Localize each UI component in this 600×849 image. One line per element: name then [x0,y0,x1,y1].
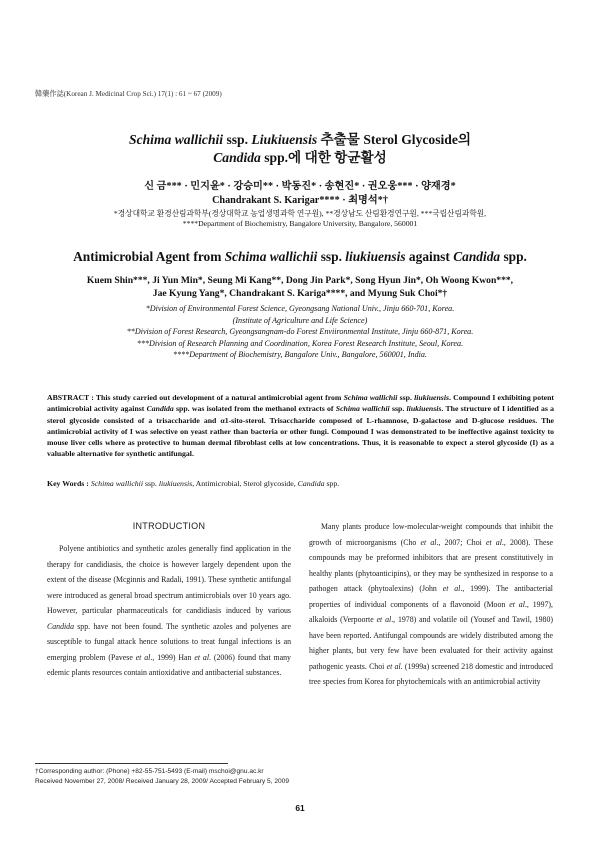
introduction-heading: INTRODUCTION [132,521,206,531]
abstract-text: . The structure of I identified as a sterol glycoside consisted of a trisaccharide and α1-sito-sterol. Trisaccharide composed of L-rhamnose, D-galactose and D-glucose residues. The antimicrobial activity of I was selective on yeast rather than bacteria or other fungi. Compound I was demonstrated to be ineffective against toxicity to mouse liver cells where as protective to human dermal fibroblast cells at low concentrations. Thus, it is reasonable to expect a sterol glycoside (I) as a valuable alternative for synthetic antifungal. [47,404,554,459]
keyword-text: , Antimicrobial, Sterol glycoside, [192,479,298,488]
page-number: 61 [295,803,305,813]
keyword-italic: Schima wallichii [88,479,144,488]
body-text: ., 1997), alkaloids (Verpoorte [309,599,553,625]
left-column [47,519,291,681]
right-column [309,519,553,690]
body-italic: et al [420,537,437,547]
body-italic: et al [386,661,401,671]
body-italic: et al [135,652,151,662]
abstract-text: . Compound I exhibiting potent antimicrobial activity against [47,393,554,414]
title-suffix: spp. [500,249,527,264]
abstract-italic: liukiuensis [406,404,442,414]
korean-title-text: 추출물 Sterol Glycoside의 [317,132,471,147]
affiliation-line: *Division of Environmental Forest Science, Gyeongsang National Univ., Jinju 660-701, Korea. [145,304,455,313]
abstract-text: This study carried out development of a natural antimicrobial agent from [93,393,344,402]
korean-affiliation-line2: ****Department of Biochemistry, Bangalore University, Bangalore, 560001 [182,219,418,228]
body-italic: et al [485,537,502,547]
korean-title-line1 [0,131,600,149]
body-text: Many plants produce low-molecular-weight compounds that inhibit the growth of microorganisms (Cho [309,522,553,547]
body-text: Polyene antibiotics and synthetic azoles generally find application in the therapy for candidiasis, the choice is however largely dependent upon the extent of the disease (Mcginnis and Radali, 1991). These synthetic antifungal were introduced as general broad spectrum antimicrobials over 10 years ago. However, particular pharmaceuticals for candidiasis induced by various [47,544,291,616]
affiliation-line: **Division of Forest Research, Gyeongsangnam-do Forest Enviironmental Institute, Jinju 660-871, Korea. [126,327,474,337]
abstract-italic: Schima wallichii [343,393,398,402]
genus-name: Candida [213,150,261,165]
intro-paragraph [47,541,291,681]
intro-paragraph-2 [309,519,553,690]
abstract-text: spp. was isolated from the methanol extracts of [173,404,336,414]
keywords-label: Key Words : [47,479,89,488]
abstract-text: ssp. [397,393,415,402]
english-authors-line1: Kuem Shin***, Ji Yun Min*, Seung Mi Kang**, Dong Jin Park*, Song Hyun Jin*, Oh Woong Kwon***, [86,275,514,286]
footnote-divider [35,763,228,764]
body-text: ., 2007; Choi [436,537,486,547]
footnotes [35,767,555,787]
korean-authors-line2: Chandrakant S. Karigar**** · 최명석*† [212,195,388,206]
corresponding-author-note: †Corresponding author: (Phone) +82-55-751-5493 (E-mail) mschoi@gnu.ac.kr [35,768,264,775]
title-against: against [405,249,454,264]
body-italic: et al [509,599,525,609]
body-text: ., 1978) and volatile oil (Yousef and Tawil, 1980) have been reported. Antifungal compounds are widely distributed among the higher plants, but very few have been evaluated for their activity against pathogenic yeasts. Choi [309,615,553,671]
body-text: . (2006) found that many edemic plants resources contain antioxidative and antibacterial substances. [47,652,291,678]
body-italic: et al [376,615,392,625]
abstract-text: ssp. [389,404,407,414]
ssp-text: ssp. [223,132,252,147]
body-text: . (1999a) screened 218 domestic and introduced tree species from Korea for phytochemicals with an antimicrobial activity [309,661,553,687]
keyword-text: ssp. [143,479,159,488]
abstract-label: ABSTRACT : [47,393,94,402]
body-italic: et al [194,652,210,662]
body-italic: et al [442,584,461,594]
body-text: ., 1999) Han [150,652,195,662]
abstract-italic: Schima wallichii [335,404,390,414]
body-text: ., 1999). The antibacterial properties of individual components of a flavonoid (Moon [309,584,553,609]
running-head: 韓藥作誌(Korean J. Medicinal Crop Sci.) 17(1) : 61 ~ 67 (2009) [35,90,222,98]
abstract-paragraph [47,392,554,460]
english-authors-line2: Jae Kyung Yang*, Chandrakant S. Kariga****, and Myung Suk Choi*† [152,288,448,299]
affiliation-line: ****Department of Biochemistry, Bangalore Univ., Bangalore, 560001, India. [173,350,427,360]
korean-title-line2 [0,149,600,167]
abstract-italic: Candida [146,404,174,414]
subspecies-name: Liukiuensis [251,132,318,147]
keyword-text: spp. [324,479,340,488]
abstract [47,392,554,460]
affiliation-line: ***Division of Research Planning and Coordination, Korea Forest Research Institute, Seoul, Korea. [136,338,464,348]
received-dates-note: Received November 27, 2008/ Received January 28, 2009/ Accepted February 5, 2009 [35,778,290,785]
body-text: ., 2008). These compounds may be preformed inhibitors that are present constitutively in healthy plants (phytoanticipins), or they may be synthesized in response to a pathogen attack (phytoalexins) (John [309,537,553,594]
keywords [47,478,554,489]
english-affiliations [0,303,600,361]
species-name: Schima wallichii [129,132,224,147]
korean-affiliation-line1: *경상대학교 환경산림과학부(경상대학교 농업생명과학 연구원), **경상남도 산림환경연구원, ***국립산림과학원, [113,209,487,218]
korean-title-text-2: spp.에 대한 항균활성 [260,150,387,165]
korean-authors-line1: 신 금*** · 민지윤* · 강승미** · 박동진* · 송현진* · 권오웅*** · 양재경* [144,181,456,192]
body-italic: Candida [47,621,75,631]
title-subspecies: liukiuensis [345,249,406,264]
title-species: Schima wallichii [224,249,318,264]
affiliation-line: (Institute of Agriculture and Life Science) [232,315,368,325]
title-ssp: ssp. [317,249,346,264]
keyword-italic: liukiuensis [158,479,193,488]
title-genus: Candida [453,249,501,264]
body-text: spp. have not been found. The synthetic azoles and polyenes are susceptible to fungal attack hence solutions to treat fungal infections is an emerging problem (Pavese [47,621,291,662]
english-title [0,248,600,266]
keyword-italic: Candida [297,479,325,488]
title-prefix: Antimicrobial Agent from [73,249,225,264]
abstract-italic: liukiuensis [414,393,449,402]
